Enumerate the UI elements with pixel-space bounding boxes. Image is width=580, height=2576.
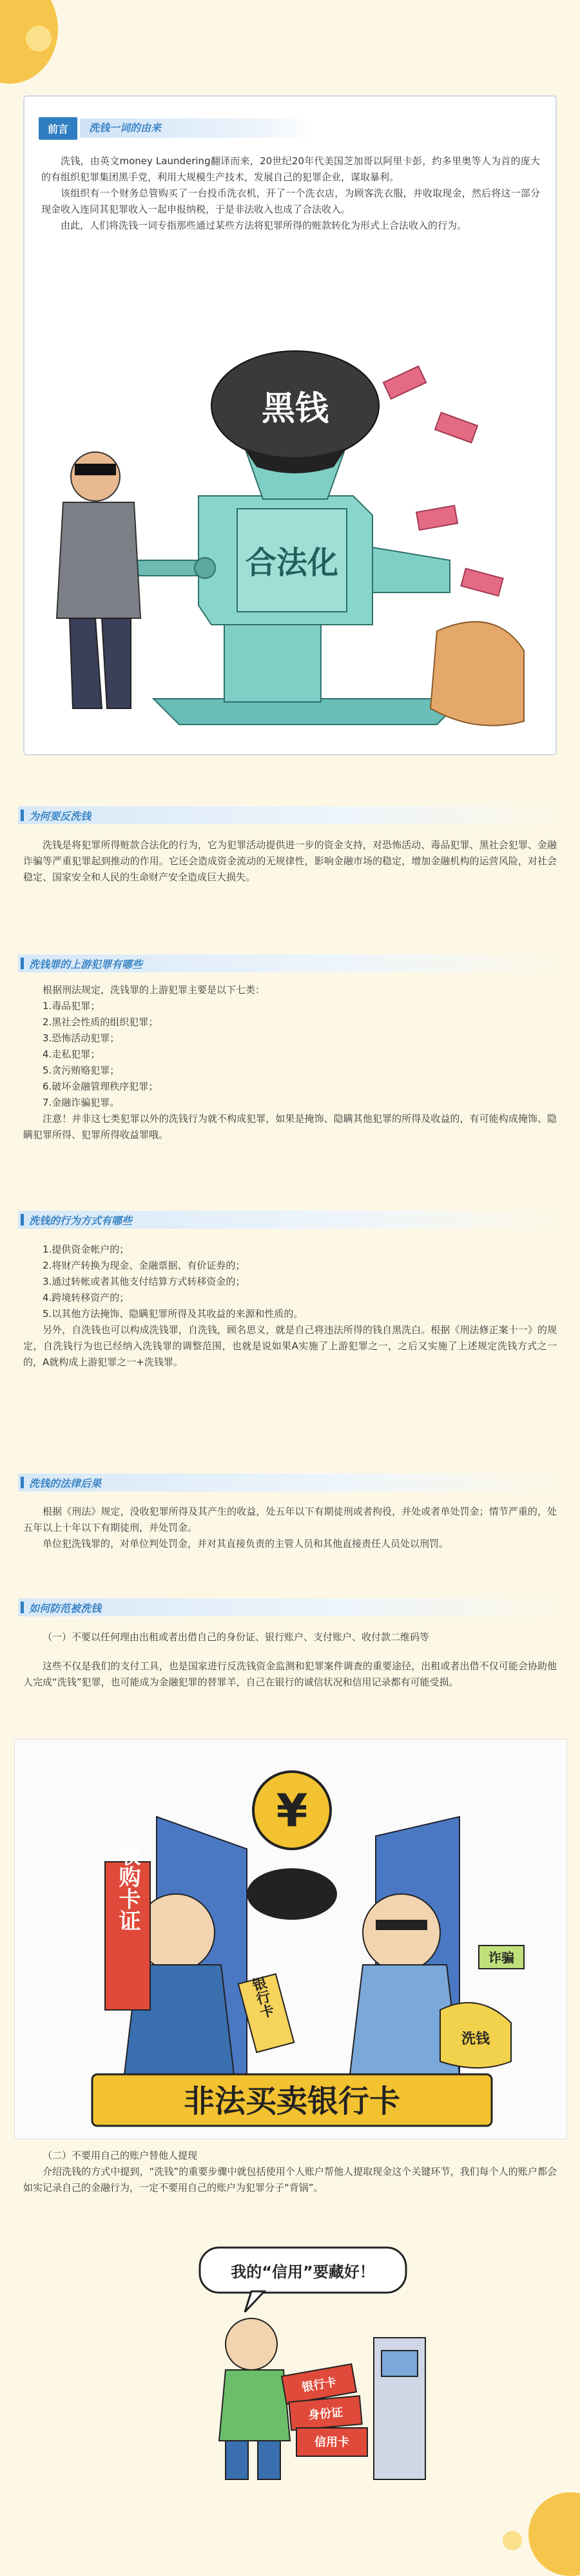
section-heading-upstream-crimes [18,954,562,972]
section-title: 洗钱的行为方式有哪些 [29,1214,133,1227]
svg-text:¥: ¥ [276,1785,308,1837]
paragraph: 这些不仅是我们的支付工具，也是国家进行反洗钱资金监测和犯罪案件调查的重要途径，出租或者出借不仅可能会协助他人完成“洗钱”犯罪，也可能成为金融犯罪的替罪羊，自己在银行的诚信状况和信用记录都有可能受损。 [23,1660,557,1688]
intro-heading [39,116,312,140]
section-body-prevention-1 [23,1629,557,1690]
paragraph: 根据刑法规定，洗钱罪的上游犯罪主要是以下七类： [43,984,266,996]
paragraph: 根据《刑法》规定，没收犯罪所得及其产生的收益，处五年以下有期徒刑或者拘役，并处或者单处罚金；情节严重的，处五年以上十年以下有期徒刑，并处罚金。 [23,1506,557,1533]
section-title: 洗钱罪的上游犯罪有哪些 [29,958,143,971]
paragraph: 单位犯洗钱罪的，对单位判处罚金，并对其直接负责的主管人员和其他直接责任人员处以刑罚。 [43,1538,449,1549]
list-item: 5.以其他方法掩饰、隐瞒犯罪所得及其收益的来源和性质的。 [43,1308,304,1320]
list-item: 7.金融诈骗犯罪。 [43,1097,120,1108]
laundering-machine-illustration [50,348,527,734]
heading-accent-bar [21,810,24,821]
speech-bubble-text: 我的“信用”要藏好！ [231,2263,375,2281]
heading-accent-bar [21,1477,24,1488]
card3-label: 信用卡 [314,2436,349,2449]
section-body-upstream [23,982,557,1143]
section-body-methods [23,1242,557,1370]
list-item: 1.提供资金帐户的； [43,1244,130,1255]
intro-text [41,153,540,234]
heading-accent-bar [21,1214,24,1226]
buy-cards-sign-label: 收购卡证 [115,1844,140,1931]
cartoon1-svg [15,1739,566,2139]
paragraph: 介绍洗钱的方式中提到，“洗钱”的重要步骤中就包括使用个人账户帮他人提取现金这个关键环节，我们每个人的账户都会如实记录自己的金融行为，一定不要用自己的账户为犯罪分子“背锅”。 [23,2166,557,2193]
intro-paragraph: 该组织有一个财务总管购买了一台投币洗衣机，开了一个洗衣店，为顾客洗衣服，并收取现金，然后将这一部分现金收入连同其犯罪收入一起申报纳税，于是非法收入也成了合法收入。 [41,187,540,215]
fraud-tag-label: 诈骗 [488,1950,514,1965]
intro-paragraph: 洗钱，由英文money Laundering翻译而来，20世纪20年代美国芝加哥以阿里卡彭，约多里奥等人为首的庞大的有组织犯罪集团黑手党，利用大规模生产技术，发展自己的犯罪企业，谋取暴利。 [41,155,540,183]
intro-title: 洗钱一词的由来 [80,118,312,138]
decor-dot-top-left [26,26,52,52]
bank-card-label: 银行卡 [248,1975,276,2020]
section-title: 如何防范被洗钱 [29,1602,102,1615]
section-title: 洗钱的法律后果 [29,1477,102,1490]
section-heading-methods [18,1211,562,1229]
section-heading-prevention [18,1598,562,1616]
list-item: 5.贪污贿赂犯罪； [43,1065,120,1076]
laundering-bag-label: 洗钱 [461,2031,490,2047]
note-paragraph: 另外，自洗钱也可以构成洗钱罪，自洗钱，顾名思义，就是自己将违法所得的钱自黑洗白。根据《刑法修正案十一》的规定，自洗钱行为也已经纳入洗钱罪的调整范围，也就是说如果A实施了上游犯罪之一，之后又实施了上述规定洗钱方式之一的，A就构成上游犯罪之一+洗钱罪。 [23,1324,557,1368]
intro-badge: 前言 [39,117,77,140]
section-body-consequences [23,1504,557,1552]
list-item: 3.通过转帐或者其他支付结算方式转移资金的； [43,1276,246,1287]
cartoon-banner-label: 非法买卖银行卡 [183,2083,401,2119]
point-heading: （一）不要以任何理由出租或者出借自己的身份证、银行账户、支付账户、收付款二维码等 [43,1631,430,1643]
list-item: 6.破坏金融管理秩序犯罪； [43,1081,159,1092]
card2-label: 身份证 [307,2405,343,2423]
list-item: 4.跨境转移资产的； [43,1292,130,1303]
list-item: 4.走私犯罪； [43,1048,101,1060]
credit-protection-cartoon [174,2241,432,2486]
machine-svg [50,348,527,734]
point-heading: （二）不要用自己的账户替他人提现 [43,2150,198,2161]
list-item: 2.黑社会性质的组织犯罪； [43,1016,159,1028]
list-item: 3.恐怖活动犯罪； [43,1032,120,1044]
cartoon2-svg [174,2241,432,2486]
card1-label: 银行卡 [300,2375,338,2395]
list-item: 2.将财产转换为现金、金融票据、有价证券的； [43,1260,246,1271]
note-paragraph: 注意！并非这七类犯罪以外的洗钱行为就不构成犯罪，如果是掩饰、隐瞒其他犯罪的所得及收益的，有可能构成掩饰、隐瞒犯罪所得、犯罪所得收益罪哦。 [23,1113,557,1141]
list-item: 1.毒品犯罪； [43,1000,101,1012]
section-body-prevention-2 [23,2148,557,2196]
black-money-label: 黑钱 [261,390,329,428]
section-body-why [23,837,557,886]
section-heading-legal-consequences [18,1473,562,1492]
paragraph: 洗钱是将犯罪所得赃款合法化的行为，它为犯罪活动提供进一步的资金支持，对恐怖活动、毒品犯罪、黑社会犯罪、金融诈骗等严重犯罪起到推动的作用。它还会造成资金流动的无规律性，影响金融市场的稳定，增加金融机构的运营风险，对社会稳定、国家安全和人民的生命财产安全造成巨大损失。 [23,839,557,883]
heading-accent-bar [21,958,24,969]
intro-card [23,95,557,755]
decor-dot-bottom-right [503,2531,522,2550]
legalize-label: 合法化 [245,545,339,581]
heading-accent-bar [21,1602,24,1613]
bank-card-trading-cartoon [14,1739,567,2139]
section-heading-why-anti-laundering [18,806,562,824]
intro-paragraph: 由此，人们将洗钱一词专指那些通过某些方法将犯罪所得的赃款转化为形式上合法收入的行为。 [61,220,467,231]
section-title: 为何要反洗钱 [29,810,92,822]
decor-blob-bottom-right [528,2492,580,2576]
